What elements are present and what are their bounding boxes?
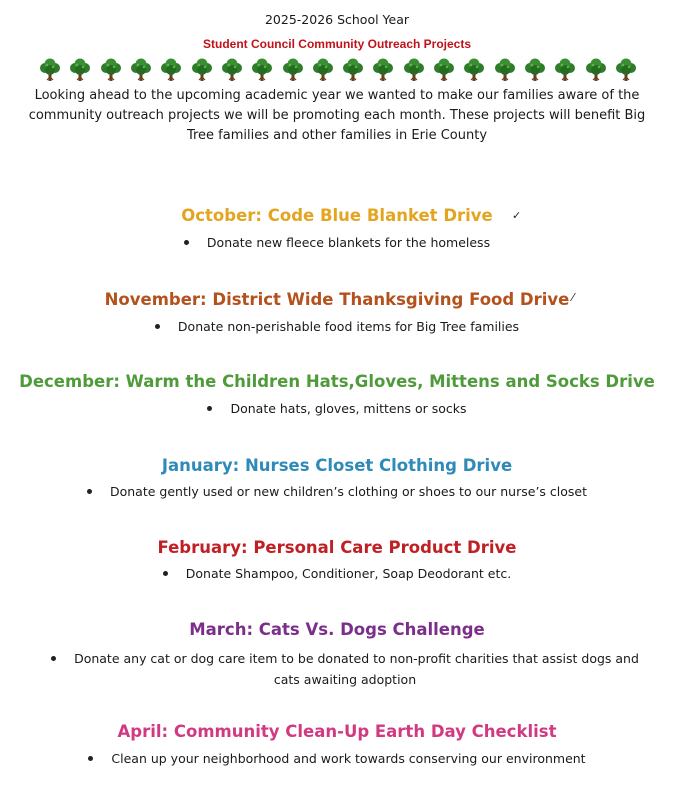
march-bullet: Donate any cat or dog care item to be donated to non-profit charities that assist dogs and cats awaiting adoption bbox=[40, 648, 650, 690]
tree-icon bbox=[129, 58, 153, 82]
bullet-dot-icon bbox=[88, 756, 93, 761]
tree-icon bbox=[462, 58, 486, 82]
bullet-dot-icon bbox=[155, 324, 160, 329]
tree-icon bbox=[493, 58, 517, 82]
checkmark-icon: ✓ bbox=[512, 209, 522, 222]
november-bullet: Donate non-perishable food items for Big Tree families bbox=[0, 319, 674, 334]
tree-icon bbox=[614, 58, 638, 82]
tree-icon bbox=[250, 58, 274, 82]
page-title: Student Council Community Outreach Projects bbox=[202, 37, 472, 51]
tree-icon bbox=[99, 58, 123, 82]
intro-paragraph: Looking ahead to the upcoming academic year we wanted to make our families aware of the community outreach projects we will be promoting each month. These projects will benefit Big Tree families and other families in Erie County bbox=[28, 88, 646, 143]
tree-icon bbox=[38, 58, 62, 82]
tree-icon bbox=[341, 58, 365, 82]
tree-border bbox=[38, 58, 638, 82]
tree-icon bbox=[432, 58, 456, 82]
bullet-dot-icon bbox=[184, 240, 189, 245]
tree-icon bbox=[190, 58, 214, 82]
bullet-dot-icon bbox=[87, 489, 92, 494]
bullet-dot-icon bbox=[163, 571, 168, 576]
march-heading: March: Cats Vs. Dogs Challenge bbox=[189, 620, 485, 639]
bullet-dot-icon bbox=[51, 656, 56, 661]
tree-icon bbox=[281, 58, 305, 82]
tree-icon bbox=[159, 58, 183, 82]
tree-icon bbox=[311, 58, 335, 82]
tree-icon bbox=[553, 58, 577, 82]
tree-icon bbox=[584, 58, 608, 82]
checkmark-icon: ⁄ bbox=[572, 291, 574, 304]
february-heading: February: Personal Care Product Drive bbox=[157, 538, 517, 557]
april-bullet: Clean up your neighborhood and work towards conserving our environment bbox=[0, 751, 674, 766]
december-heading: December: Warm the Children Hats,Gloves, Mittens and Socks Drive bbox=[19, 372, 655, 391]
april-heading: April: Community Clean-Up Earth Day Checklist bbox=[117, 722, 557, 741]
october-heading: October: Code Blue Blanket Drive bbox=[181, 206, 493, 225]
january-bullet: Donate gently used or new children’s clothing or shoes to our nurse’s closet bbox=[0, 484, 674, 499]
tree-icon bbox=[371, 58, 395, 82]
december-bullet: Donate hats, gloves, mittens or socks bbox=[0, 401, 674, 416]
tree-icon bbox=[402, 58, 426, 82]
february-bullet: Donate Shampoo, Conditioner, Soap Deodorant etc. bbox=[0, 566, 674, 581]
tree-icon bbox=[68, 58, 92, 82]
november-heading: November: District Wide Thanksgiving Food Drive bbox=[104, 290, 570, 309]
bullet-dot-icon bbox=[207, 406, 212, 411]
school-year: 2025-2026 School Year bbox=[264, 12, 410, 27]
october-bullet: Donate new fleece blankets for the homeless bbox=[0, 235, 674, 250]
tree-icon bbox=[523, 58, 547, 82]
tree-icon bbox=[220, 58, 244, 82]
january-heading: January: Nurses Closet Clothing Drive bbox=[161, 456, 513, 475]
